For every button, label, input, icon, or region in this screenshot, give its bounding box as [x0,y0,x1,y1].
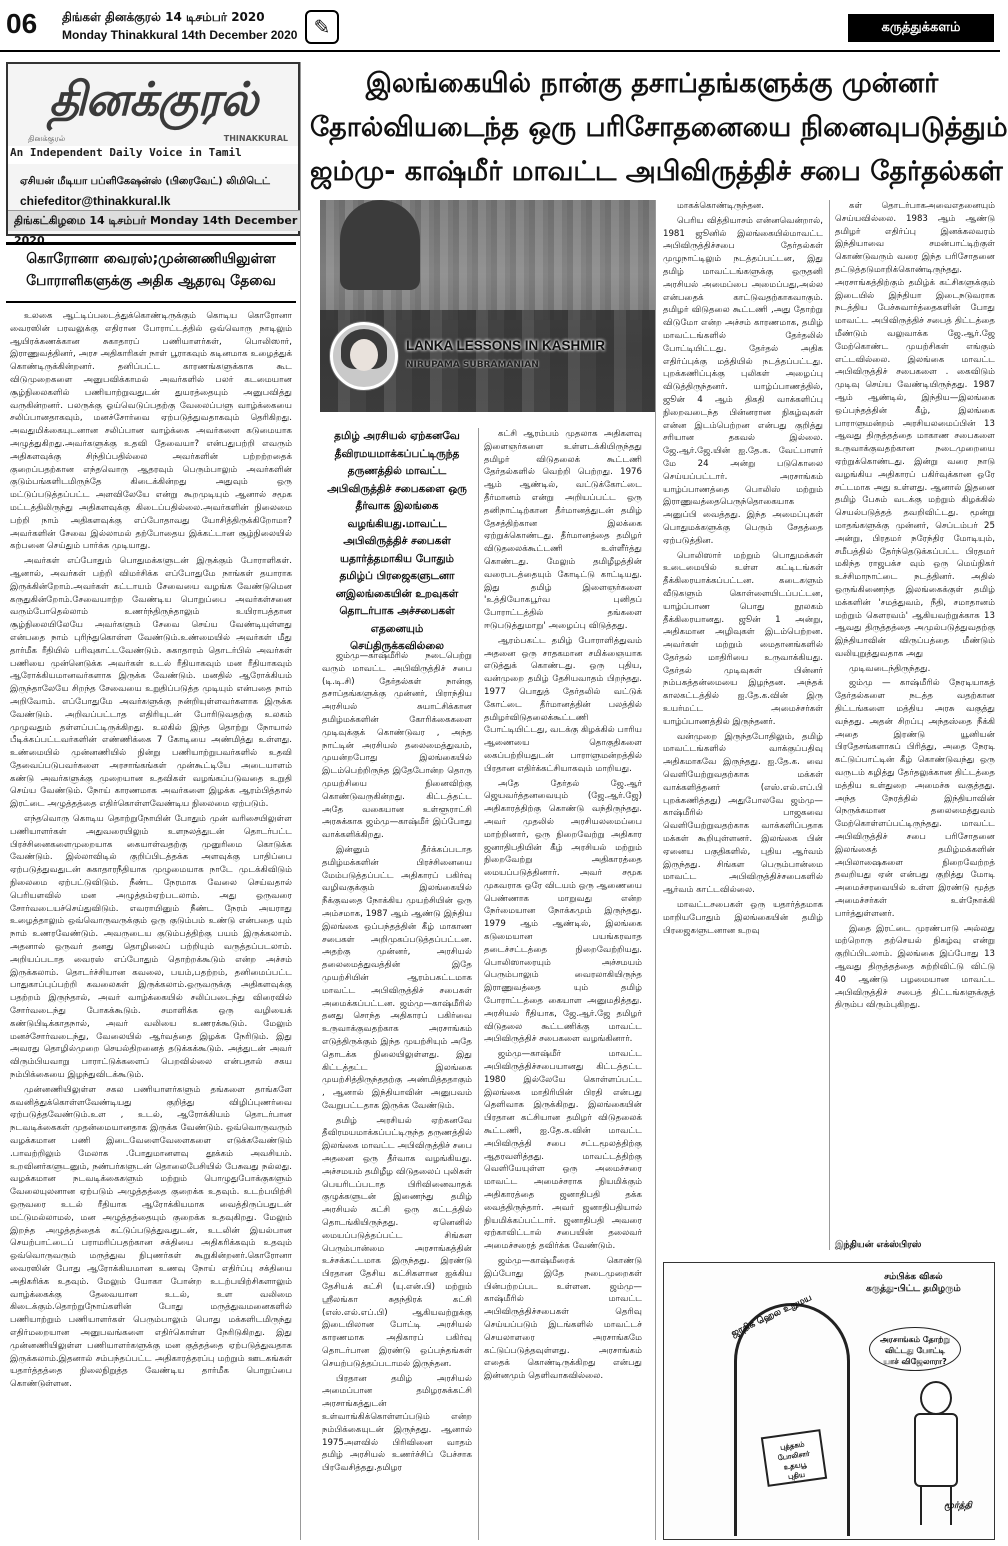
column-divider [478,428,479,1540]
editorial-title-line-1: கொரோனா வைரஸ்;முன்னணியிலுள்ள [26,251,276,267]
masthead-name-latin: THINAKKURAL [223,134,288,143]
cartoon-figure-head [920,1381,952,1415]
pull-quote: தமிழ் அரசியல் ஏற்கனவே தீவிரமயமாக்கப்பட்டிருந்த தருணத்தில் மாவட்ட அபிவிருத்திச் சபைகளை ஒரு தீர்வாக இலங்கை வழங்கியது.மாவட்ட அபிவிருத்திச் சபைகள் யதார்த்தமாகிய போதும் தமிழ்ப் பிரஜைகளுடனா னஇலங்கையின் உறவுகள் தொடர்பாக அச்சபைகள் எதனையும் செய்திருக்கவில்லை [327,430,467,652]
article-column-1 [322,650,472,1540]
column-divider [655,200,656,1540]
editorial-title-line-2: போராளிகளுக்கு அதிக ஆதரவு தேவை [26,273,276,289]
cartoon-caption-line-2: கருத்து-பிட்ட தமிழரும் [866,1284,961,1294]
bubble-line-3: யாச் விஜேலாரா? [883,1357,947,1366]
columnist-avatar [330,322,398,390]
avatar-face [350,339,378,371]
placard-line-3: உதயபூ [783,1460,807,1472]
article-paragraph: ஜம்மு—காஷ்மீரைக் கொண்டு இப்போது இதே நடைமுறைகள் பின்பற்றப்பட உள்ளன. ஜம்மு—காஷ்மீரில் மாவட்ட அபிவிருத்திச்சபைகள் தெரிவு செய்யப்படும் இடங்களில் மாவட்டச் செயலாளரை அரசாங்கமே கட்டுப்படுத்தவுள்ளது. அரசாங்கம் எதைக் கொண்டிருக்கிறது என்பது இன்னமும் தெளிவாகவில்லை. [484,1256,642,1382]
masthead-email[interactable]: chiefeditor@thinakkural.lk [20,194,171,208]
header-rule [0,50,1000,52]
article-column-2 [484,428,642,1540]
placard-line-2: போலிசார் [777,1449,811,1463]
article-paragraph: கள் தொடர்பாகஅவைஎதனையும் செய்யவில்லை. 1983 ஆம் ஆண்டு தமிழர் எதிர்ப்பு இனக்கலவரம் இந்தியாவை சமன்பாட்டிற்குள் கொண்டுவரும் வரை இந்த பரிசோதனை தட்டுத்தடுமாறிக்கொண்டிருந்தது. அரசாங்கத்திற்கும் தமிழ்க் கட்சிகளுக்கும் இடையில் இந்தியா இடைநடுவராக நடத்திய பேச்சுவார்த்தைகளின் போது மாவட்ட அபிவிருத்திச் சபைத் திட்டத்தை மீண்டும் வலுவாக்க ஜே.ஆர்.ஜே மேற்கொண்ட முயற்சிகள் எங்கும் எட்டவில்லை. இலங்கை மாவட்ட அபிவிருத்திச் சபைகளை . கைவிடும் முடிவு செய்ய வேண்டியிருந்தது. 1987 ஆம் ஆண்டில், இந்திய—இலங்கை ஒப்பந்தத்தின் கீழ், இலங்கை பாராளுமன்றம் அரசியலமைப்பின் 13 ஆவது திருத்தத்தை மாகாண சபைகளை உருவாக்குவதற்கான நடைமுறையை ஏற்றுக்கொண்டது. இன்று வரை நாடு வழங்கிய அதிகாரப் பகிர்வுக்கான ஒரே சட்டமாக அது உள்ளது. ஆனால் இதனை தமிழ் பேசும் வடக்கு மற்றும் கிழக்கில் செயல்படுத்தத் தவறிவிட்டது. மூன்று மாதங்களுக்கு முன்னர், செப்டம்பர் 25 அன்று, பிரதமர் நரேந்திர மோடியும், சமீபத்தில் தேர்ந்தெடுக்கப்பட்ட பிரதமர் மகிந்த ராஜபக்ச வும் ஒரு மெய்நிகர் உச்சிமாநாட்டை நடத்தினர். அதில் ஒருங்கிணைந்த இலங்கைக்குள் தமிழ் மக்களின் 'சமத்துவம், நீதி, சமாதானம் மற்றும் கெளரவம்' ஆகியவற்றுக்காக 13 ஆவது திருத்தத்தை அமுல்படுத்துவதற்கு இந்தியாவின் விருப்பத்தை மீண்டும் வலியுறுத்துவதாக அது [835,201,995,659]
cartoon-caption [866,1271,961,1295]
article-paragraph: முடிவடைந்திருந்தது. [849,663,931,674]
masthead-date: திங்கட்கிழமை 14 டிசம்பர் Monday 14th December 2020 [8,210,300,231]
column-divider [829,200,830,1250]
article-paragraph: மாவட்டசபைகள் ஒரு யதார்த்தமாக மாறியபோதும் இலங்கையின் தமிழ் பிரஜைகளுடனான உறவு [663,900,823,936]
article-paragraph: அதே தேர்தல் ஜே.ஆர் ஜெயவர்த்தனவையும் (ஜே.ஆர்.ஜே) அதிகாரத்திற்கு கொண்டு வந்திருந்தது. அவர் முதலில் அரசியலமைப்பை மாற்றினார், ஒரு நிறைவேற்று அதிகார ஜனாதிபதியின் கீழ் அரசியல் மற்றும் நிறைவேற்று அதிகாரத்தை மையப்படுத்தினார். அவர் சமூக முகவராக ஒரே விடயம் ஒரு ஆணையை பெண்ணாக மாறுவது என்ற நேர்மையான நோக்கமும் இருந்தது. 1979 ஆம் ஆண்டில், இலங்கை கடுமையான பயங்கரவாத தடைச்சட்டத்தை நிறைவேற்றியது. பொலிஸாரையும் அச்சமயம் பெரும்பாலும் வைரலாகியிருந்த இராணுவத்தை யும் தமிழ் போராட்டத்தை கையாள அனுமதித்தது. அரசியல் ரீதியாக, ஜே.ஆர்.ஜே தமிழர் விடுதலை கூட்டணிக்கு மாவட்ட அபிவிருத்திச் சபைகளை வழங்கினார். [484,778,642,1045]
article-paragraph: தமிழ் அரசியல் ஏற்கனவே தீவிரமயமாக்கப்பட்டிருந்த தருணத்தில் இலங்கை மாவட்ட அபிவிருத்திச் சபை அதனை ஒரு தீர்வாக வழங்கியது. அச்சமயம் தமிழீழ விடுதலைப் புலிகள் பெயரிடப்படாத பிரிவினைவாதக் குழுக்களுடன் இணைந்து தமிழ் அரசியல் கட்சி ஒரு கட்டத்தில் தொடங்கியிருந்தது. ஏனெனில் மையப்படுத்தப்பட்ட சிங்கள பெரும்பான்மை அரசாங்கத்தின் உச்சக்கட்டமாக இருந்தது. இரண்டு பிரதான தேசிய கட்சிகளான ஐக்கிய தேசியக் கட்சி (யு.என்.பி) மற்றும் ஸ்ரீலங்கா சுதந்திரக் கட்சி (எஸ்.எல்.எப்.பி) ஆகியவற்றுக்கு இடையிலான போட்டி அரசியல் காரணமாக அதிகாரப் பகிர்வு தொடர்பான இரண்டு ஒப்பந்தங்கள் செயற்படுத்தப்படாமல் இருந்தன. [322,1115,472,1369]
section-tab: கருத்துக்களம் [848,14,994,42]
cartoon-caption-line-1: சம்பிக்க விகல் [884,1272,943,1282]
cartoon-figure-body [914,1413,958,1487]
cartoon-doorway [734,1303,850,1536]
header-date-english: Monday Thinakkural 14th December 2020 [62,28,298,42]
headline-line-1: இலங்கையில் நான்கு தசாப்தங்களுக்கு முன்னர் [365,68,939,99]
masthead-publisher: ஏசியன் மீடியா பப்ளிகேஷன்ஸ் (பிரைவேட்) லிமிடெட் [20,176,270,187]
article-paragraph: ஆரம்பகட்ட தமிழ் போராளித்துவம் அதனை ஒரு சாதகமான சமிக்ஞையாக எடுத்துக் கொண்டது. ஒரு புதிய, வன்முறை தமிழ் தேசியவாதம் பிறந்தது. 1977 பொதுத் தேர்தலில் வட்டுக் கோட்டை தீர்மானத்தின் பலத்தில் தமிழர்விடுதலைக்கூட்டணி போட்டியிட்டது, வடக்கு கிழக்கில் பாரிய ஆணையை தொகுதிகளை கைப்பற்றியதுடன் பாராளுமன்றத்தில் பிரதான எதிர்க்கட்சியாகவும் மாறியது. [484,635,642,774]
bubble-line-2: விட்டது போட்டி [884,1346,946,1355]
article-paragraph: இதை இரட்டை முரண்பாடு அல்லது மற்றொரு தற்செயல் நிகழ்வு என்று குறிப்பிடலாம். இலங்கை இப்போது 13 ஆவது திருத்தத்தை சுற்றிவிட்டு விட்டு 40 ஆண்டு பழமையான மாவட்ட அபிவிருத்திச் சபைத் திட்டங்களுக்குத் திரும்ப விரும்புகிறது. [835,923,995,1011]
page-number: 06 [6,8,38,39]
columnist-name: NIRUPAMA SUBRAMANIAN [406,360,539,370]
header-logo-icon: ✎ [305,10,339,44]
article-paragraph: ஜம்மு — காஷ்மீரில் நேரடியாகத் தேர்தல்களை நடத்த வதற்கான திட்டங்களை மத்திய அரசு வகுத்து வந்தது. அதன் சிறப்பு அந்தஸ்தை நீக்கி அதை இரண்டு யூனியன் பிரதேசங்களாகப் பிரித்து, அதை நேரடி கட்டுப்பாட்டின் கீழ் கொண்டுவந்து ஒரு வருடம் கழித்து தேர்தலுக்கான திட்டத்தை மத்திய உள்துறை அமைச்சு வகுத்தது. அந்த நேரத்தில் இந்தியாவின் நெருக்கமான தலைமைத்துவம் மேற்கொள்ளப்பட்டிருந்தது. மாவட்ட அபிவிருத்திச் சபை பரிசோதனை இலங்கைத் தமிழ்மக்களின் அபிலாஷைகளை நிறைவேற்றத் தவறியது ஏன் என்பது குறித்து மோடி அமைச்சரவையில் உள்ள இரண்டு மூத்த அமைச்சர்கள் உள்நோக்கி பார்த்துள்ளனர். [835,678,995,919]
column-divider [300,62,301,1540]
editorial-paragraph: எந்தவொரு கொடிய தொற்றுநோயின் போதும் முன் வரிசையிலுள்ள பணியாளர்கள் அதுவரையிலும் உளநலத்துடன் தொடர்பட்ட பிரச்சினைகளைமுறையாக கையாள்வதற்கு முனுரிமை கொடுக்க வேண்டும். இல்லாவிடில் குறிப்பிடத்தக்க அளவுக்கு பாதிப்பை ஏற்படுத்துவதுடன் சுகாதாரநீதியாக முழுமையாக நாடே முடக்கிவிடும் நிலைமை ஏற்பட்டுவிடும். நீண்ட நேரமாக வேலை செய்வதால் பெரியளவில் மன அழுத்தம்ஏற்படலாம். அது ஒருவரை சோர்வடையச்செய்துவிடும். எவராயினும் நீண்ட நேரம் அயராது உழைத்தாலும் ஒவ்வொருவருக்கும் ஒரு குடும்பம் உண்டு என்பதை யும் நாம் உணரவேண்டும். அவருடைய குடும்பத்திற்கு பயம் இருக்கலாம். அதனால் ஒருவர் தனது தொழிலைப் பற்றியும் வருத்தப்படலாம். அறியப்படாத வைரஸ் எப்போதும் தொற்றக்கூடும் என்ற அச்சம் இருக்கலாம். தொடர்ச்சியான கவலை, பயம்,பதற்றம், தனிமைப்பட்ட பாதுகாப்புப்பற்றி கவலைகள் இருக்கலாம்.ஒருவருக்கு அதிகளவுக்கு பதற்றம் இருந்தால், அவர் வாழ்க்கையில் சலிப்படைந்து விரைவில் சோர்வடைந்து போகக்கூடும். சமாளிக்க ஒரு வழியைக் கண்டுபிடிக்காதநால், அவர் வலியை உணரக்கூடும். மேலும் மனச்சோர்வடைந்து, வேலையில் ஆர்வத்தை இழக்க நேரிடும். இது அவரது தொழில்முறை செயல்திறனைத் தடுக்கக்கூடும். அத்துடன் அவர் விரும்பியவாறு பாராட்டுக்களைப் பெறவில்லை என்பதால் சகய நம்பிக்கையை இழந்துவிடக்கூடும். [10,814,292,1081]
article-paragraph: ஜம்மு—காஷ்மீர் மாவட்ட அபிவிருத்திச்சபையானது கிட்டத்தட்ட 1980 இல்லேயே கொள்ளப்பட்ட இலங்கை மாதிரியின் பிரதி என்பது தெளிவாக இருக்கிறது. இலங்கையின் பிரதான கட்சியான தமிழர் விடுதலைக் கூட்டணி, ஐ.தே.க.வின் மாவட்ட அபிவிருத்தி சபை சட்டமூலத்திற்கு ஆதரவளித்தது. மாவட்டத்திற்கு வெளியேயுள்ள ஒரு அமைச்சரை மாவட்ட அமைச்சராக நியமிக்கும் அதிகாரத்தை ஜனாதிபதி தக்க வைத்திருந்தார். அவர் ஜனாதிபதியால் நியமிக்கப்பட்டார். ஜனாதிபதி அவரை ஏற்காவிட்டால் சபையின் தலைவர் அமைச்சரைத் தவிர்க்க வேண்டும். [484,1049,642,1252]
article-paragraph: ஜம்மு—காஷ்மீரில் நடைபெற்று வரும் மாவட்ட அபிவிருத்திச் சபை (டி.டி.சி) தேர்தல்கள் நான்கு தசாப்தங்களுக்கு முன்னர், பிராந்திய அரசியல் சுயாட்சிக்கான தமிழ்மக்களின் கோரிக்கைகளை முடிவுக்குக் கொண்டுவர , அந்த நாட்டின் அரசியல் தலைமைத்துவம், முயன்றபோது இலங்கையில் இடம்பெற்றிருந்த இதேபோன்ற தொரு முயற்சியை நினைவிற்கு கொண்டுவருகின்றது. கிட்டத்தட்ட அதே வகையான உள்ளூராட்சி அரசுக்காக ஜம்மு—காஷ்மீர் இப்போது வாக்களிக்கிறது. [322,651,472,841]
article-paragraph: பிரதான தமிழ் அரசியல் அமைப்பான தமிழரசுக்கட்சி அரசாங்கத்துடன் உள்வாங்கிக்கொள்ளப்படும் என்ற நம்பிக்கையுடன் இருந்தது. ஆனால் 1975அளவில் பிரிவினை வாதம் தமிழ் அரசியல் உணர்ச்சிப் பேச்சாக பிரவேசித்தது.தமிழர [322,1373,472,1474]
masthead-name: தினக்குரல் [48,72,258,126]
placard-line-4: புதிய [787,1470,806,1481]
cartoon-placard [761,1429,827,1487]
photo-soldier-helmet [340,200,420,290]
column-series-title: LANKA LESSONS IN KASHMIR [406,338,606,353]
article-paragraph: பெரிய வித்தியாசம் என்னவென்றால், 1981 ஜூனில் இலங்கையில்மாவட்ட அபிவிருத்திச்சபை தேர்தல்கள் முழுநாட்டிலும் நடத்தப்பட்டன, இது தமிழ் மாவட்டங்களுக்கு ஒருதனி அரசியல் அமைப்பை அமைப்பது,அல்ல என்பதைக் காட்டுவதற்காகவாகும். தமிழர் விடுதலை கூட்டணி ,அது தோற்று விடுமோ என்ற அச்சம் காரணமாக, தமிழ் மாவட்டங்களில் தேர்தலில் போட்டியிட்டது. தேர்தல் அதிக எதிர்ப்புக்கு மத்தியில் நடத்தப்பட்டது. புறக்கணிப்புக்கு புலிகள் அழைப்பு விடுத்திருந்தனர். யாழ்ப்பாணத்தில், ஜூன் 4 ஆம் திகதி வாக்களிப்பு நிறைவடைந்த பின்னரான நிகழ்வுகள் என்ன இடம்பெற்றன என்பது குறித்து சரியான தகவல் இல்லை. ஜே.ஆர்.ஜே.யின் ஐ.தே.க. வேட்பாளர் மே 24 அன்று படுகொலை செய்யப்பட்டார். அரசாங்கம் யாழ்ப்பாணத்தை பொலிஸ் மற்றும் இராணுவத்தைபெருந்தொகையாக அனுப்பி வைத்தது. இந்த அமைப்புகள் பொதுமக்களுக்கு பெரும் சேதத்தை ஏற்படுத்தின. [663,215,823,546]
headline-line-3: ஜம்மு- காஷ்மீர் மாவட்ட அபிவிருத்திச் சபை தேர்தல்கள் [310,156,1003,187]
cartoon-doorway-label: ஜாதிக ஹெல உறுமய [729,1292,814,1340]
article-column-3 [663,200,823,936]
masthead [6,62,300,247]
cartoon-signature: மூர்த்தி [944,1501,972,1511]
article-paragraph: கட்சி ஆரம்பம் முதலாக அதிகளவு இளைஞர்களை உள்ளடக்கியிருந்தது தமிழர் விடுதலைக் கூட்டணி தேர்தல்களில் வெற்றி பெற்றது. 1976 ஆம் ஆண்டில், வட்டுக்கோட்டை தீர்மானம் என்று அறியப்பட்ட ஒரு தனிநாட்டிற்கான தீர்மானத்துடன் தமிழ் தேசத்திற்கான இலக்கை ஏற்றுக்கொண்டது. தீர்மானத்தை தமிழர் விடுதலைக்கூட்டணி உள்ளீர்த்து கொண்டது. மேலும் தமிழீழத்தின் வரைபடத்தையும் கோடிட்டு காட்டியது. இது தமிழ் இளைஞர்களை 'உத்தியோகபூர்வ புனிதப் போராட்டத்தில் தங்களை ஈடுபடுத்துமாறு' அழைப்பு விடுத்தது. [484,429,642,631]
article-column-4 [835,200,995,1240]
editorial-title [6,242,296,303]
article-headline [310,62,1008,194]
article-paragraph: இன்னும் தீர்க்கப்படாத தமிழ்மக்களின் பிரச்சினையை மேம்படுத்தப்பட்ட அதிகாரப் பகிர்வு வழிவகுக்கும் இலங்கையில் நீக்குவதை நோக்கிய முயற்சியின் ஒரு அம்சமாக, 1987 ஆம் ஆண்டு இந்திய இலங்கை ஒப்பந்தத்தின் கீழ் மாகாண சபைகள் அறிமுகப்படுத்தப்பட்டன. அதற்கு முன்னர், அரசியல் தலைமைத்துவத்தின் இதே முயற்சியின் ஆரம்பகட்டமாக மாவட்ட அபிவிருத்திச் சபைகள் அமைக்கப்பட்டன. ஜம்மு—காஷ்மீரில் தனது சொந்த அதிகாரப் பகிர்வை உருவாக்குவதற்காக அரசாங்கம் எடுத்திருக்கும் இந்த முயற்சியும் அதே தொடக்க நிலையிலுள்ளது. இது கிட்டத்தட்ட இலங்கை முயற்சித்திருந்ததற்கு அண்மித்ததாகும் , ஆனால் இந்தியாவின் அனுபவம் வேறுபட்டதாக இருக்க வேண்டும். [322,844,472,1111]
article-paragraph: மாகக்கொண்டிருந்தன. [677,201,764,211]
editorial-paragraph: முன்னணியிலுள்ள சகல பணியாளர்களும் தங்களை தாங்களே கவனித்துக்கொள்ளவேண்டியது குறித்து விழிப்புணர்வை ஏற்படுத்தவேண்டும்.உள , உடல், ஆரோக்கியம் தொடர்பான நடவடிக்கைகள் முதன்மையானதாக இருக்க வேண்டும். ஒவ்வொருவரும் வழக்கமான பணி இடைவேளைவேளைகளை எடுக்கவேண்டும் .பாவற்றிலும் மேலாக .போதுமானளவு தூக்கம் அவசியம். உறவினர்களுடனும், நண்பர்களுடன் தொலைபேசியில் பேசுவது நல்லது. வழக்கமான நடவடிக்கைகளும் மற்றும் பொழுதுபோக்குகளும் வேலையுலனான ஏற்படும் அழுத்தத்தை குறைக்க உதவும். உடற்பயிற்சி ஒருவரை உடல் ரீதியாக ஆரோக்கியமாக வைத்திருப்பதுடன் மட்டுமல்லாமல், மன அழுத்தத்தையும் குறைக்க உதவுகிறது. மேலும் இறந்த அழுத்தத்தைக் கட்டுப்படுத்துவதுடன், உடலின் இயல்பான செயற்பாட்டைப் பராமரிப்பதற்கான சக்தியை அதிகரிக்கவும் உதவும் ஒவ்வொருவரும் மருத்துவ நிபுணர்கள் கூறுகின்றனர்.கொரோனா வைரஸின் போது ஆரோக்கியமான உணவு நோய் எதிர்ப்பு சக்தியை அதிகரிக்க உதவும். மேலும் யோகா போன்ற உடற்பயிற்சிகளாலும் வாழ்க்கைக்கு தேவையான உடல், உள வலிமை கிடைக்கும்.தொற்றுநோய்களின் போது மருத்துவமனைகளில் பணியாற்றும் பணியாளர்கள் பெரும்பாலும் பொது மக்களிடமிருந்து எதிர்மறையான அனுபவங்களை எதிர்கொள்ள நேரிடுகிறது. இது முன்னணியிலுள்ள பணியாளர்களுக்கு மன குத்தத்தை ஏற்படுத்துவதாக இருக்கலாம்.இதனால் சம்பந்தப்பட்ட அதிகாரத்தரப்பு மற்றும் ஊடகங்கள் யதார்த்தத்தை நிலைநிறுத்த வேண்டிய தார்மீக பொறுப்பை கொண்டுள்ளன. [10,1084,292,1390]
article-paragraph: பொலிஸார் மற்றும் பொதுமக்கள் உடைமையில் உள்ள கட்டிடங்கள் தீக்கிரையாக்கப்பட்டன. கடைகளும் வீடுகளும் கொள்ளையிடப்பட்டன, யாழ்ப்பாண பொது நூலகம் தீக்கிரையானது. ஜூன் 1 அன்று, அதிகமான அழிவுகள் இடம்பெற்றன. அவர்கள் மற்றும் மைதானங்களில் தேர்தல் மாதிரியை உருவாக்கியது. தேர்தல் முடிவுகள் பின்னர் நம்பகத்தன்மையை இழந்தன. அந்தக் காலகட்டத்தில் ஐ.தே.க.வின் இரு உயர்மட்ட அமைச்சர்கள் யாழ்ப்பாணத்தில் இருந்தனர். [663,550,823,727]
headline-line-2: தோல்வியடைந்த ஒரு பரிசோதனையை நினைவுபடுத்தும் [310,112,1008,143]
editorial-body [10,310,292,1540]
masthead-name-small: தினக்குரல் [28,134,66,143]
editorial-paragraph: உலகை ஆட்டிப்படைத்துக்கொண்டிருக்கும் கொடிய கொரோனா வைரஸின் பரவலுக்கு எதிரான போராட்டத்தில் ஒவ்வொரு நாடிலும் ஆயிரக்கணக்கான சுகாதாரப் பணியாளர்கள், பொலிஸார், இராணுவத்தினர், அரச அதிகாரிகள் நாள் பூராகவும் கடினமாக உழைத்துக் கொண்டிருக்கின்றனர். தனிப்பட்ட காரணங்களுக்காக கூட விடுமுறைகளை அனுபவிக்காமல் அவர்களில் பலர் கடமையான சூழ்நிலைகளில் பணியாற்றுவதுடன் துயரத்தையும் அனுபவித்து வருகின்றனர். பலருக்கு ஓய்வெடுப்பதற்கு வேலைப்பளு வாழ்க்கையை சலிப்பானதாகவும், மனச்சோர்வை ஏற்படுத்துவதாகவும் தெரிகிறது. அவதுமிக்கையுடனான சலிப்பான வாழ்க்கை அவர்களை கடுமையாக அழுத்துகிறது.அவர்களுக்கு உதவி தேவையா? என்பதுபற்றி எவரும் அதிகளவுக்கு சிந்திப்பதில்லை அவர்களின் பற்றற்றதைக் குறைப்பதற்கான எந்தவொரு ஆதரவும் பெரும்பாலும் அவர்களின் குடும்பங்களிடமிருந்தே கிடைக்கின்றது அதுவும் ஒரு மட்டுப்படுத்தப்பட்ட அளவிலேயே என்று கூறமுடியும் ஆனால் சமூக மட்டத்திலிருந்து அதிகளவுக்கு கிடைப்பதில்லை.அவர்களின் நிலைமை பற்றி நாம் அதிகளவுக்கு எப்போதாவது யோசித்திருக்கிறோமா? அவர்களின் சேவை இல்லாமல் தற்போதைய இக்கட்டான சூழ்நிலையில் கற்பனை செய்தும் பார்க்க முடியாது. [10,311,292,552]
editorial-cartoon [663,1262,995,1540]
bubble-line-1: அரசாங்கம் தோற்று [879,1335,951,1344]
article-paragraph: வன்முறை இருந்தபோதிலும், தமிழ் மாவட்டங்களில் வாக்குப்பதிவு அதிகமாகவே இருந்தது. ஐ.தே.க. வை வெளியேற்றுவதற்காக மக்கள் வாக்களித்தனர் (எஸ்.எல்.எப்.பி புறக்கணித்தது) அதுபோலவே ஜம்மு—காஷ்மீரில் பாஜகவை வெளியேற்றுவதற்காக வாக்களிப்பதாக மக்கள் கூறியுள்ளனர். இலங்கை பின் ஏனைய பகுதிகளில், புதிய ஆர்வம் இருந்தது. சிங்கள பெரும்பான்மை மாவட்ட அபிவிருத்திச்சபைகளில் ஆர்வம் காட்டவில்லை. [663,731,823,896]
editorial-paragraph: அவர்கள் எப்போதும் பொதுமக்களுடன் இருக்கும் போராளிகள். ஆனால், அவர்கள் பற்றி விமர்சிக்க எப்போதுமே நாங்கள் தயாராக இருக்கின்றோம்.அவர்கள் கட்டாயம் சேவையை வழங்க வேண்டுமென கருதுகின்றோம்.சேவையாற்ற வேண்டிய பொறுப்பை அவர்கள்சனை வரும்போதெல்லாம் உணர்ந்திருந்தாலும் உயிராபத்தான சூழ்நிலையிலேயே அவர்களும் சேவை செய்ய வேண்டியுள்ளது என்பதை நாம் புரிந்துகொள்ள வேண்டும்.உண்மையில் அவர்கள் மீது தார்மீக ரீதியில் பரிவுகாட்டவேண்டும். சுகாதாரம் தொடர்பில் அவர்கள் பணியை முன்னெடுக்க அவர்கள் உடல் ரீதியாகவும் மன ரீதியாகவும் ஆரோக்கியமானவர்களாக இருக்க வேண்டும். மனதில் ஆரோக்கியம் இருந்தாலேயே சிறந்த சேவையை உறுதிப்படுத்த முடியும் என்பதை நாம் அறிவோம். எப்போதுமே அவர்களுக்கு நன்றியுள்ளவர்களாக இருக்க வேண்டும். அறிவப்பட்டாத எதிரியுடன் போரிடுவதற்கு உலகம் முழுவதும் தள்ளப்பட்டிருக்கிறது. உலகில் இந்த தொற்று நோயால் பீடிக்கப்பட்டவர்களின் எண்ணிக்கை 7 கோடியை அண்மித்து உள்ளது. உண்மையில் முன்னணியில் நின்று பணியாற்றுபவர்களில் உதவி தேவைப்படுபவர்களை அரசாங்கங்கள் முன்கூட்டியே அடையாளம் கண்டு அவர்களுக்கு முறையான உதவிகள் வழங்கப்படுவதை உறுதி செய்ய வேண்டும். நோய் காரணமாக அவர்களை இழக்க ஆரம்பித்தால் இரட்டை அழுத்தத்தை எதிர்கொள்ளவேண்டிய நிலைமை ஏற்படும். [10,556,292,810]
placard-line-1: புத்தகம் [779,1440,805,1452]
masthead-tagline: An Independent Daily Voice in Tamil [10,146,242,159]
article-credit: இந்தியன் எக்ஸ்பிரஸ் [835,1240,922,1250]
cartoon-speech-bubble [869,1327,961,1371]
header-date-tamil: திங்கள் தினக்குரல் 14 டிசம்பர் 2020 [62,10,265,24]
